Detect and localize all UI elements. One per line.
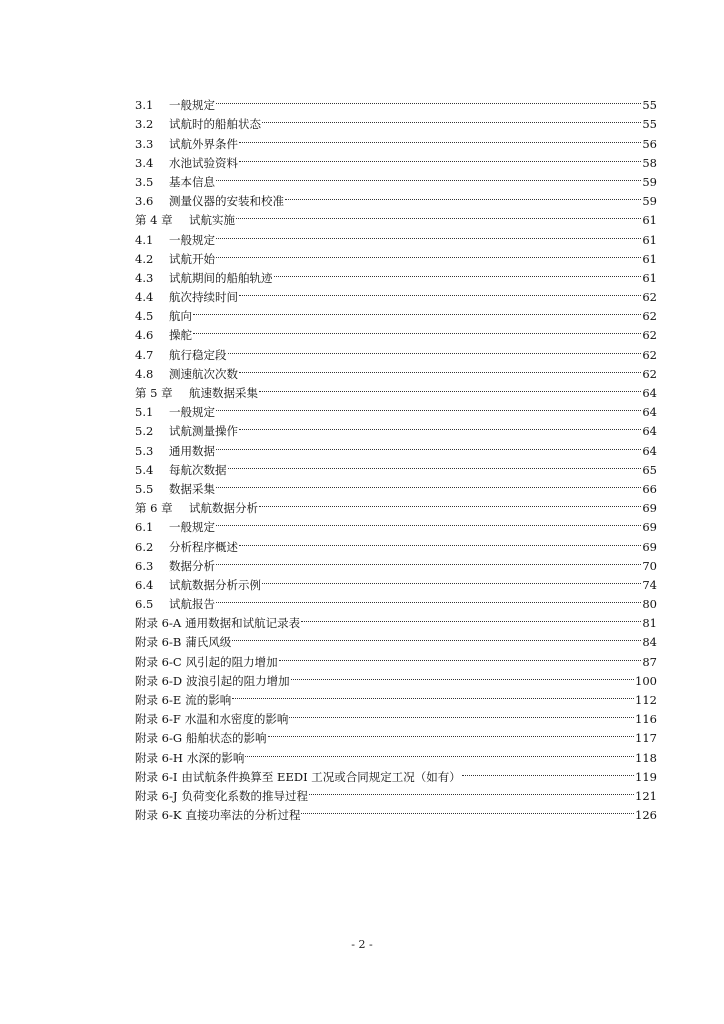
toc-dot-leader [262,570,641,589]
toc-entry-title: 一般规定 [169,98,215,113]
toc-entry-title: 航行稳定段 [169,347,227,362]
toc-entry-number: 附录 6-C [135,654,182,669]
toc-entry-number: 附录 6-E [135,693,182,707]
toc-entry[interactable] [135,339,657,362]
toc-entry-page: 70 [642,558,657,573]
toc-entry-title: 每航次数据 [169,462,227,477]
toc-entry-number: 附录 6-H [135,750,183,765]
toc-entry-title: 操舵 [169,328,192,343]
toc-entry-number: 4.6 [135,328,154,343]
toc-dot-leader [216,551,641,570]
toc-dot-leader [228,339,642,358]
toc-entry-number: 6.4 [135,577,154,592]
toc-entry-page: 61 [642,213,657,228]
toc-entry-number: 6.5 [135,597,154,612]
toc-dot-leader [274,263,642,282]
toc-dot-leader [216,397,641,416]
toc-entry[interactable] [135,90,657,113]
toc-dot-leader [285,186,641,205]
toc-entry-title: 流的影响 [185,693,232,707]
toc-entry-title: 试航报告 [169,597,215,612]
toc-dot-leader [301,608,641,627]
toc-entry-number: 3.1 [135,98,154,113]
toc-dot-leader [216,435,641,454]
toc-entry-number: 5.3 [135,443,154,458]
toc-entry-page: 56 [642,136,657,151]
toc-entry-number: 5.1 [135,405,154,420]
toc-entry-page: 62 [642,366,657,381]
toc-dot-leader [301,800,634,819]
table-of-contents [135,90,657,823]
toc-entry-title: 一般规定 [169,520,215,535]
toc-entry-title: 航速数据采集 [189,386,258,400]
toc-dot-leader [239,282,641,301]
toc-entry-number: 3.5 [135,174,154,189]
toc-entry-title: 水池试验资料 [169,155,238,170]
toc-dot-leader [259,378,641,397]
toc-dot-leader [239,128,641,147]
toc-entry-page: 119 [635,769,657,784]
toc-entry-page: 81 [642,616,657,631]
toc-dot-leader [245,742,634,761]
toc-entry-number: 附录 6-D [135,673,183,688]
toc-dot-leader [228,455,642,474]
toc-dot-leader [239,359,641,378]
toc-entry-number: 第 5 章 [135,386,173,400]
toc-entry-page: 59 [642,194,657,209]
toc-entry-title: 风引起的阻力增加 [185,654,278,669]
toc-entry-number: 附录 6-G [135,731,183,746]
toc-entry-page: 66 [642,481,657,496]
toc-entry-number: 4.4 [135,290,154,305]
toc-entry-title: 测量仪器的安装和校准 [169,194,284,209]
toc-entry-page: 69 [642,520,657,535]
toc-entry-page: 112 [635,693,657,707]
toc-entry-page: 61 [642,270,657,285]
toc-entry-number: 附录 6-A [135,616,182,631]
toc-entry-number: 4.3 [135,270,154,285]
toc-entry-page: 80 [642,597,657,612]
toc-entry-title: 船舶状态的影响 [186,731,267,746]
toc-entry-title: 测速航次次数 [169,366,238,381]
toc-entry-title: 通用数据 [169,443,215,458]
toc-dot-leader [291,666,634,685]
toc-entry-number: 3.4 [135,155,154,170]
toc-entry-page: 84 [642,635,657,650]
toc-entry-number: 4.1 [135,232,154,247]
toc-dot-leader [289,704,634,723]
toc-entry-number: 5.2 [135,424,154,439]
toc-dot-leader [216,474,641,493]
toc-entry-number: 附录 6-K [135,808,182,823]
toc-entry-page: 100 [635,673,657,688]
toc-entry-title: 一般规定 [169,405,215,420]
toc-entry-title: 试航时的船舶状态 [169,117,261,132]
toc-entry-page: 62 [642,328,657,343]
toc-entry-page: 121 [635,788,657,803]
toc-entry-title: 水深的影响 [186,750,245,765]
toc-dot-leader [232,627,641,646]
toc-dot-leader [216,512,641,531]
toc-entry-title: 负荷变化系数的推导过程 [181,788,308,803]
toc-entry-title: 航次持续时间 [169,290,238,305]
toc-entry-title: 试航期间的船舶轨迹 [169,270,273,285]
toc-entry-number: 6.3 [135,558,154,573]
toc-entry[interactable] [135,320,657,343]
toc-dot-leader [462,762,634,781]
toc-entry-title: 通用数据和试航记录表 [185,616,301,631]
toc-entry-title: 数据采集 [169,481,215,496]
toc-entry[interactable] [135,301,657,324]
toc-entry-page: 62 [642,347,657,362]
toc-entry-page: 58 [642,155,657,170]
toc-dot-leader [279,646,642,665]
toc-entry-page: 62 [642,309,657,324]
toc-entry-page: 87 [642,654,657,669]
toc-entry-title: 试航数据分析 [189,501,258,516]
toc-entry-number: 附录 6-B [135,635,182,650]
toc-entry-number: 附录 6-J [135,788,178,803]
toc-entry-title: 分析程序概述 [169,539,238,554]
toc-entry-page: 65 [642,462,657,477]
toc-dot-leader [268,723,635,742]
toc-entry-title: 试航外界条件 [169,136,238,151]
toc-entry-title: 一般规定 [169,232,215,247]
toc-dot-leader [239,416,641,435]
toc-entry-page: 64 [642,405,657,420]
toc-entry-title: 试航数据分析示例 [169,577,261,592]
page-number: - 2 - [351,938,373,951]
toc-entry-page: 126 [635,808,657,823]
toc-entry-number: 3.3 [135,136,154,151]
toc-entry-page: 61 [642,251,657,266]
toc-entry-title: 波浪引起的阻力增加 [186,673,290,688]
toc-dot-leader [216,244,641,263]
toc-entry-page: 69 [642,501,657,516]
toc-entry-title: 试航开始 [169,251,215,266]
toc-entry-number: 第 6 章 [135,501,173,516]
toc-entry-page: 64 [642,443,657,458]
toc-entry-page: 64 [642,386,657,400]
toc-entry-page: 55 [642,98,657,113]
toc-dot-leader [262,109,641,128]
toc-entry-page: 118 [635,750,657,765]
toc-entry-number: 5.5 [135,481,154,496]
toc-entry-page: 74 [642,577,657,592]
toc-entry-number: 6.1 [135,520,154,535]
toc-entry-title: 基本信息 [169,174,215,189]
toc-dot-leader [239,531,641,550]
toc-dot-leader [216,589,641,608]
toc-dot-leader [193,320,641,339]
toc-dot-leader [236,205,641,224]
toc-dot-leader [216,90,641,109]
toc-entry-page: 61 [642,232,657,247]
toc-entry-page: 59 [642,174,657,189]
toc-entry-number: 4.8 [135,366,154,381]
toc-dot-leader [309,781,634,800]
toc-entry-page: 62 [642,290,657,305]
toc-dot-leader [216,167,641,186]
toc-entry-number: 4.5 [135,309,154,324]
toc-entry-number: 4.2 [135,251,154,266]
toc-entry-number: 5.4 [135,462,154,477]
toc-entry-number: 附录 6-I [135,769,178,784]
toc-entry-page: 116 [635,712,657,727]
toc-entry-page: 64 [642,424,657,439]
toc-dot-leader [239,148,641,167]
toc-entry-title: 试航测量操作 [169,424,238,439]
toc-entry-title: 蒲氏风级 [185,635,232,650]
toc-entry-number: 3.6 [135,194,154,209]
toc-entry-title: 航向 [169,309,192,324]
toc-entry-title: 试航实施 [189,213,235,228]
toc-entry-number: 3.2 [135,117,154,132]
toc-entry-page: 69 [642,539,657,554]
toc-entry-title: 数据分析 [169,558,215,573]
toc-entry-page: 55 [642,117,657,132]
toc-dot-leader [259,493,641,512]
toc-entry-number: 4.7 [135,347,154,362]
toc-dot-leader [216,224,641,243]
toc-entry-page: 117 [635,731,657,746]
toc-entry-number: 6.2 [135,539,154,554]
toc-entry-number: 附录 6-F [135,712,181,727]
toc-dot-leader [232,685,634,704]
toc-dot-leader [193,301,641,320]
toc-entry-title: 直接功率法的分析过程 [185,808,301,823]
toc-entry-number: 第 4 章 [135,213,173,228]
toc-entry-title: 水温和水密度的影响 [184,712,289,727]
toc-entry-title: 由试航条件换算至 EEDI 工况或合同规定工况（如有） [181,769,461,784]
